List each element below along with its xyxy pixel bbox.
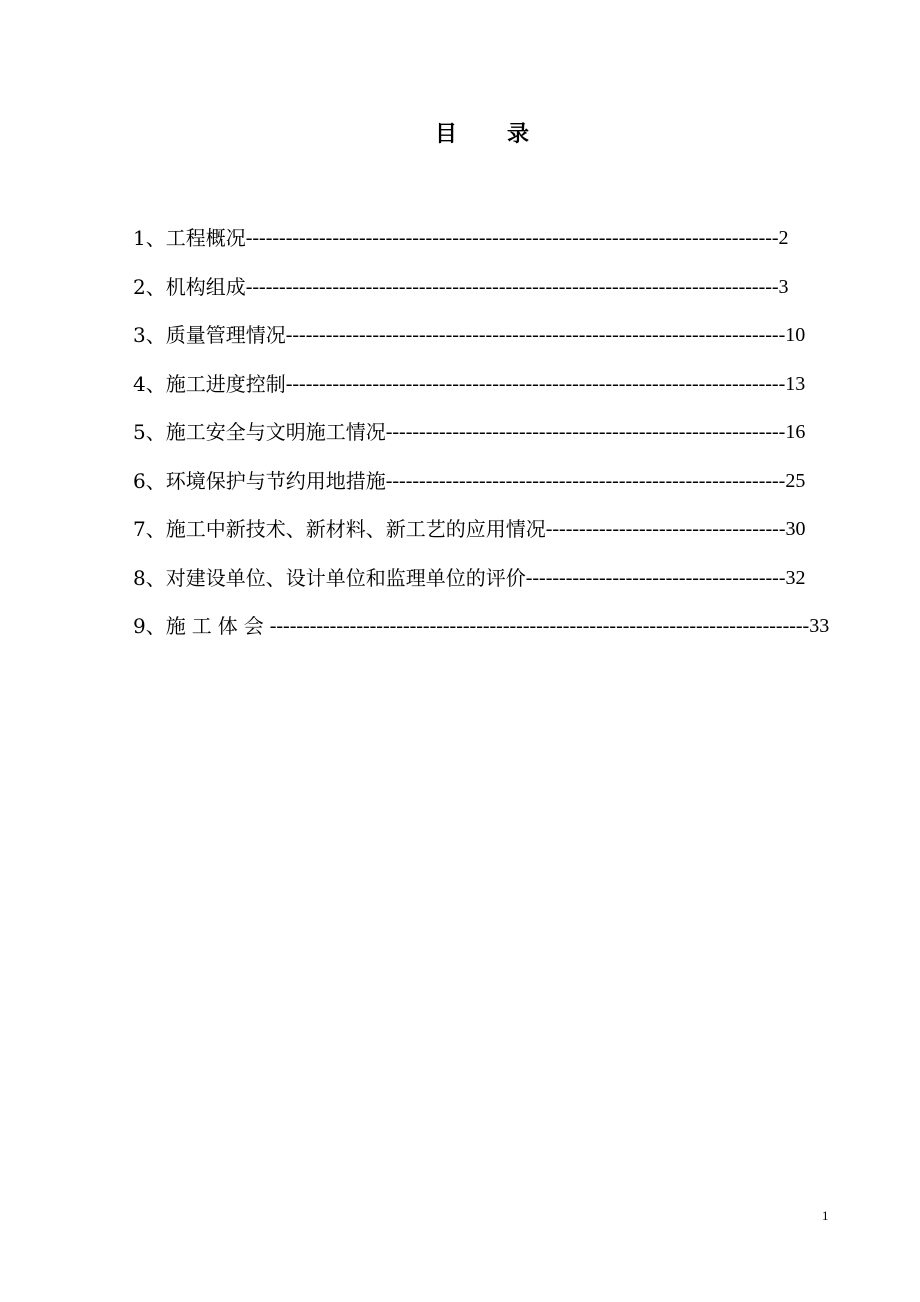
toc-entry-page: 33 [809, 615, 830, 638]
toc-leader: ------------------------------------------------------------ [385, 421, 786, 444]
toc-entry-number: 9、 [133, 614, 166, 639]
toc-entry-number: 5、 [133, 420, 166, 445]
table-of-contents [133, 214, 853, 651]
toc-entry-page: 13 [785, 372, 806, 395]
toc-entry-number: 8、 [133, 565, 166, 590]
toc-leader: -------------------------------------------------------------------------------- [245, 275, 779, 298]
toc-entry[interactable] [133, 505, 853, 554]
toc-title-part2: 录 [507, 121, 532, 147]
toc-entry-number: 2、 [133, 274, 166, 299]
toc-entry-label: 机构组成 [165, 274, 246, 299]
toc-entry[interactable] [133, 602, 853, 651]
toc-entry-page: 10 [785, 324, 806, 347]
toc-entry-label: 环境保护与节约用地措施 [165, 468, 386, 493]
toc-entry[interactable] [133, 554, 853, 603]
page-number-footer: 1 [822, 1208, 829, 1223]
toc-entry-label: 工程概况 [165, 226, 246, 251]
toc-entry[interactable] [133, 214, 853, 263]
toc-leader: -------------------------------------------------------------------------------- [245, 227, 779, 250]
toc-entry-page: 32 [785, 566, 806, 589]
toc-entry-page: 2 [778, 227, 789, 250]
toc-entry[interactable] [133, 360, 853, 409]
toc-entry-label: 施工中新技术、新材料、新工艺的应用情况 [165, 517, 546, 542]
toc-leader: --------------------------------------- [525, 566, 786, 589]
toc-leader: --------------------------------------------------------------------------- [285, 324, 786, 347]
toc-entry-number: 3、 [133, 323, 166, 348]
toc-entry[interactable] [133, 408, 853, 457]
toc-entry[interactable] [133, 263, 853, 312]
toc-entry-label: 对建设单位、设计单位和监理单位的评价 [165, 565, 526, 590]
toc-leader: --------------------------------------------------------------------------- [285, 372, 786, 395]
toc-entry-number: 7、 [133, 517, 166, 542]
toc-leader: ------------------------------------ [545, 518, 786, 541]
toc-entry-page: 3 [778, 275, 789, 298]
toc-entry[interactable] [133, 457, 853, 506]
toc-leader: --------------------------------------------------------------------------------- [269, 615, 810, 638]
toc-entry-page: 30 [785, 518, 806, 541]
toc-entry-label: 施工体会 [165, 614, 270, 639]
toc-title-part1: 目 [434, 121, 459, 147]
toc-entry-label: 质量管理情况 [165, 323, 286, 348]
toc-entry-page: 16 [785, 421, 806, 444]
toc-entry-page: 25 [785, 469, 806, 492]
toc-entry[interactable] [133, 311, 853, 360]
toc-entry-number: 4、 [133, 371, 166, 396]
toc-entry-label: 施工安全与文明施工情况 [165, 420, 386, 445]
toc-leader: ------------------------------------------------------------ [385, 469, 786, 492]
toc-entry-number: 1、 [133, 226, 166, 251]
toc-entry-label: 施工进度控制 [165, 371, 286, 396]
toc-title [0, 118, 920, 150]
toc-entry-number: 6、 [133, 468, 166, 493]
